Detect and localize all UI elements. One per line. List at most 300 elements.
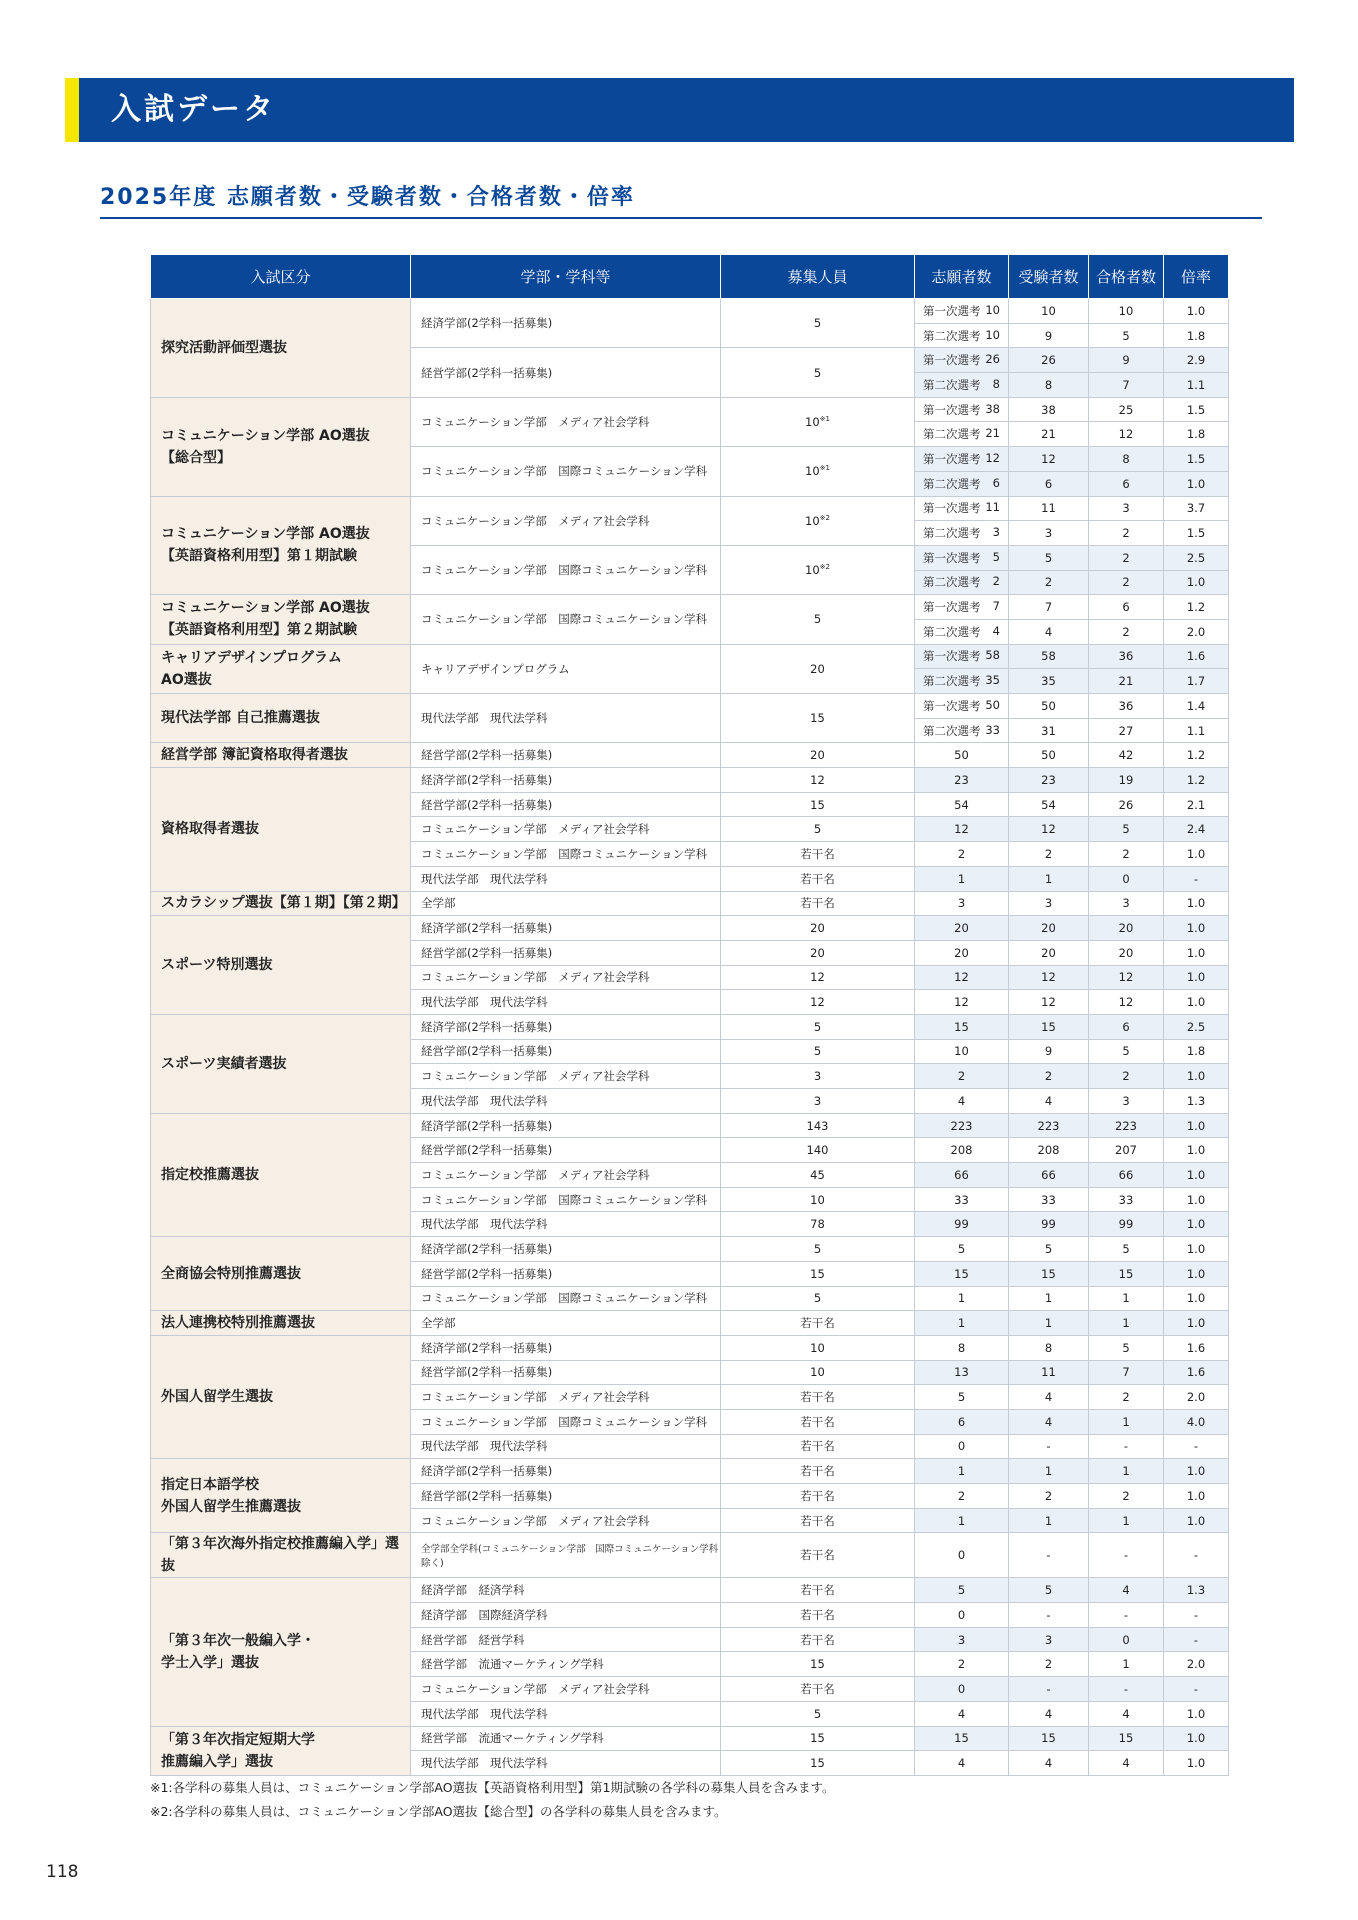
ratio-cell: 2.5 bbox=[1164, 1014, 1229, 1039]
department-cell: 現代法学部 現代法学科 bbox=[411, 990, 721, 1015]
capacity-footnote-mark: ※2 bbox=[819, 513, 830, 522]
passers-cell: - bbox=[1089, 1533, 1164, 1578]
passers-cell: - bbox=[1089, 1677, 1164, 1702]
examinees-cell: 20 bbox=[1009, 940, 1089, 965]
stage-label: 第二次選考 bbox=[923, 526, 981, 541]
table-row bbox=[151, 1459, 1229, 1484]
ratio-cell: 4.0 bbox=[1164, 1409, 1229, 1434]
passers-cell: 1 bbox=[1089, 1311, 1164, 1336]
table-header-row bbox=[151, 255, 1229, 299]
category-cell bbox=[151, 644, 411, 693]
capacity-cell bbox=[721, 694, 915, 743]
capacity-cell: 20 bbox=[721, 940, 915, 965]
applicants-cell: 1 bbox=[915, 1459, 1009, 1484]
department-cell: 経営学部(2学科一括募集) bbox=[411, 792, 721, 817]
examinees-cell: - bbox=[1009, 1533, 1089, 1578]
examinees-cell: 15 bbox=[1009, 1014, 1089, 1039]
ratio-cell: 1.0 bbox=[1164, 1113, 1229, 1138]
passers-cell: 42 bbox=[1089, 743, 1164, 768]
passers-cell: 1 bbox=[1089, 1286, 1164, 1311]
department-cell: 現代法学部 現代法学科 bbox=[411, 1212, 721, 1237]
ratio-cell: 1.0 bbox=[1164, 1701, 1229, 1726]
passers-cell: - bbox=[1089, 1434, 1164, 1459]
applicants-cell: 3 bbox=[915, 891, 1009, 916]
capacity-value: 10 bbox=[805, 414, 820, 429]
applicants-cell: 2 bbox=[915, 1484, 1009, 1509]
department-cell: 経営学部 流通マーケティング学科 bbox=[411, 1652, 721, 1677]
department-cell: コミュニケーション学部 メディア社会学科 bbox=[411, 1163, 721, 1188]
examinees-cell: 15 bbox=[1009, 1261, 1089, 1286]
examinees-cell: 11 bbox=[1009, 496, 1089, 521]
applicants-cell: 1 bbox=[915, 1311, 1009, 1336]
passers-cell: 21 bbox=[1089, 669, 1164, 694]
ratio-cell: 1.0 bbox=[1164, 965, 1229, 990]
applicants-cell: 5 bbox=[915, 1578, 1009, 1603]
examinees-cell: 5 bbox=[1009, 545, 1089, 570]
capacity-cell: 若干名 bbox=[721, 1578, 915, 1603]
capacity-cell: 12 bbox=[721, 768, 915, 793]
passers-cell: 0 bbox=[1089, 1627, 1164, 1652]
passers-cell: 36 bbox=[1089, 694, 1164, 719]
department-cell: 経済学部(2学科一括募集) bbox=[411, 916, 721, 941]
capacity-cell: 5 bbox=[721, 1039, 915, 1064]
category-label: スカラシップ選抜【第１期】【第２期】 bbox=[161, 895, 406, 912]
category-cell bbox=[151, 768, 411, 891]
ratio-cell: 1.0 bbox=[1164, 1286, 1229, 1311]
category-cell bbox=[151, 694, 411, 743]
applicants-cell: 4 bbox=[915, 1089, 1009, 1114]
stage-label: 第一次選考 bbox=[923, 402, 981, 417]
applicants-cell bbox=[915, 471, 1009, 496]
applicants-cell: 66 bbox=[915, 1163, 1009, 1188]
examinees-cell: 9 bbox=[1009, 1039, 1089, 1064]
applicants-cell: 6 bbox=[915, 1409, 1009, 1434]
category-label: 探究活動評価型選抜 bbox=[161, 339, 287, 356]
applicants-cell bbox=[915, 348, 1009, 373]
passers-cell: 3 bbox=[1089, 1089, 1164, 1114]
capacity-footnote-mark: ※2 bbox=[819, 563, 830, 572]
department-cell: 経済学部(2学科一括募集) bbox=[411, 1335, 721, 1360]
ratio-cell: 1.7 bbox=[1164, 669, 1229, 694]
ratio-cell: - bbox=[1164, 1677, 1229, 1702]
table-row bbox=[151, 397, 1229, 422]
examinees-cell: 6 bbox=[1009, 471, 1089, 496]
examinees-cell: 50 bbox=[1009, 743, 1089, 768]
stage-label: 第二次選考 bbox=[923, 427, 981, 442]
passers-cell: 2 bbox=[1089, 521, 1164, 546]
footnote-1: ※1:各学科の募集人員は、コミュニケーション学部AO選抜【英語資格利用型】第1期試験の各学科の募集人員を含みます。 bbox=[150, 1780, 835, 1795]
ratio-cell: 1.0 bbox=[1164, 471, 1229, 496]
applicants-cell bbox=[915, 619, 1009, 644]
department-cell: 経済学部 国際経済学科 bbox=[411, 1603, 721, 1628]
department-cell: 経済学部(2学科一括募集) bbox=[411, 299, 721, 348]
applicants-value: 8 bbox=[992, 376, 1000, 391]
examinees-cell: 1 bbox=[1009, 1459, 1089, 1484]
capacity-cell: 3 bbox=[721, 1064, 915, 1089]
applicants-cell: 33 bbox=[915, 1187, 1009, 1212]
stage-label: 第二次選考 bbox=[923, 723, 981, 738]
department-cell: コミュニケーション学部 メディア社会学科 bbox=[411, 817, 721, 842]
capacity-cell: 10 bbox=[721, 1187, 915, 1212]
department-cell: 現代法学部 現代法学科 bbox=[411, 694, 721, 743]
passers-cell: 0 bbox=[1089, 866, 1164, 891]
applicants-cell bbox=[915, 694, 1009, 719]
passers-cell: 12 bbox=[1089, 990, 1164, 1015]
department-cell: 現代法学部 現代法学科 bbox=[411, 1434, 721, 1459]
footnote-2: ※2:各学科の募集人員は、コミュニケーション学部AO選抜【総合型】の各学科の募集人員を含みます。 bbox=[150, 1804, 727, 1819]
category-cell bbox=[151, 1335, 411, 1458]
applicants-value: 21 bbox=[985, 426, 1000, 441]
category-cell bbox=[151, 1113, 411, 1236]
department-cell: コミュニケーション学部 メディア社会学科 bbox=[411, 1677, 721, 1702]
table-row bbox=[151, 916, 1229, 941]
capacity-cell: 78 bbox=[721, 1212, 915, 1237]
applicants-value: 33 bbox=[985, 722, 1000, 737]
capacity-cell: 若干名 bbox=[721, 1533, 915, 1578]
examinees-cell: 4 bbox=[1009, 1089, 1089, 1114]
department-cell: 全学部 bbox=[411, 891, 721, 916]
stage-label: 第一次選考 bbox=[923, 550, 981, 565]
examinees-cell: 3 bbox=[1009, 521, 1089, 546]
stage-label: 第一次選考 bbox=[923, 600, 981, 615]
applicants-cell bbox=[915, 323, 1009, 348]
applicants-cell: 1 bbox=[915, 1286, 1009, 1311]
category-cell bbox=[151, 299, 411, 398]
ratio-cell: - bbox=[1164, 866, 1229, 891]
ratio-cell: 1.0 bbox=[1164, 1261, 1229, 1286]
table-row bbox=[151, 1014, 1229, 1039]
applicants-value: 2 bbox=[992, 574, 1000, 589]
applicants-value: 58 bbox=[985, 648, 1000, 663]
capacity-cell bbox=[721, 348, 915, 397]
examinees-cell: 2 bbox=[1009, 842, 1089, 867]
department-cell: 経済学部(2学科一括募集) bbox=[411, 768, 721, 793]
applicants-cell: 8 bbox=[915, 1335, 1009, 1360]
passers-cell: 223 bbox=[1089, 1113, 1164, 1138]
stage-label: 第二次選考 bbox=[923, 377, 981, 392]
ratio-cell: 1.0 bbox=[1164, 1751, 1229, 1776]
department-cell: コミュニケーション学部 国際コミュニケーション学科 bbox=[411, 1409, 721, 1434]
applicants-cell: 0 bbox=[915, 1677, 1009, 1702]
examinees-cell: 12 bbox=[1009, 447, 1089, 472]
examinees-cell: 9 bbox=[1009, 323, 1089, 348]
applicants-cell bbox=[915, 718, 1009, 743]
table-row bbox=[151, 768, 1229, 793]
department-cell: 経営学部 経営学科 bbox=[411, 1627, 721, 1652]
capacity-cell: 若干名 bbox=[721, 1459, 915, 1484]
applicants-cell: 4 bbox=[915, 1751, 1009, 1776]
ratio-cell: 2.1 bbox=[1164, 792, 1229, 817]
capacity-cell: 若干名 bbox=[721, 1484, 915, 1509]
header-department: 学部・学科等 bbox=[411, 255, 721, 299]
department-cell: コミュニケーション学部 国際コミュニケーション学科 bbox=[411, 1286, 721, 1311]
capacity-cell: 45 bbox=[721, 1163, 915, 1188]
applicants-cell: 1 bbox=[915, 1508, 1009, 1533]
ratio-cell: 1.0 bbox=[1164, 1212, 1229, 1237]
table-row bbox=[151, 1578, 1229, 1603]
department-cell: 経営学部(2学科一括募集) bbox=[411, 1360, 721, 1385]
ratio-cell: 1.3 bbox=[1164, 1578, 1229, 1603]
capacity-value: 10 bbox=[805, 563, 820, 578]
stage-label: 第二次選考 bbox=[923, 476, 981, 491]
examinees-cell: 33 bbox=[1009, 1187, 1089, 1212]
applicants-value: 38 bbox=[985, 401, 1000, 416]
examinees-cell: 54 bbox=[1009, 792, 1089, 817]
passers-cell: 12 bbox=[1089, 422, 1164, 447]
table-row bbox=[151, 1237, 1229, 1262]
examinees-cell: 99 bbox=[1009, 1212, 1089, 1237]
department-cell: 経済学部(2学科一括募集) bbox=[411, 1014, 721, 1039]
passers-cell: 1 bbox=[1089, 1652, 1164, 1677]
applicants-value: 11 bbox=[985, 500, 1000, 515]
applicants-cell: 23 bbox=[915, 768, 1009, 793]
capacity-value: 10 bbox=[805, 513, 820, 528]
applicants-cell: 10 bbox=[915, 1039, 1009, 1064]
category-cell bbox=[151, 496, 411, 595]
applicants-cell: 50 bbox=[915, 743, 1009, 768]
examinees-cell: 12 bbox=[1009, 990, 1089, 1015]
stage-label: 第一次選考 bbox=[923, 303, 981, 318]
table-body bbox=[151, 299, 1229, 1776]
stage-label: 第一次選考 bbox=[923, 649, 981, 664]
capacity-cell: 若干名 bbox=[721, 891, 915, 916]
passers-cell: 6 bbox=[1089, 595, 1164, 620]
header-category: 入試区分 bbox=[151, 255, 411, 299]
examinees-cell: 38 bbox=[1009, 397, 1089, 422]
ratio-cell: 1.6 bbox=[1164, 1335, 1229, 1360]
examinees-cell: - bbox=[1009, 1434, 1089, 1459]
applicants-cell bbox=[915, 397, 1009, 422]
capacity-value: 10 bbox=[805, 464, 820, 479]
ratio-cell: 1.0 bbox=[1164, 990, 1229, 1015]
applicants-cell bbox=[915, 644, 1009, 669]
capacity-cell: 若干名 bbox=[721, 866, 915, 891]
header-passers: 合格者数 bbox=[1089, 255, 1164, 299]
category-cell bbox=[151, 1237, 411, 1311]
applicants-cell: 12 bbox=[915, 817, 1009, 842]
applicants-cell: 2 bbox=[915, 1652, 1009, 1677]
capacity-cell: 140 bbox=[721, 1138, 915, 1163]
capacity-cell: 143 bbox=[721, 1113, 915, 1138]
ratio-cell: 1.0 bbox=[1164, 1484, 1229, 1509]
ratio-cell: 1.2 bbox=[1164, 595, 1229, 620]
applicants-cell: 12 bbox=[915, 990, 1009, 1015]
department-cell: 経営学部(2学科一括募集) bbox=[411, 348, 721, 397]
ratio-cell: - bbox=[1164, 1603, 1229, 1628]
passers-cell: 4 bbox=[1089, 1751, 1164, 1776]
ratio-cell: 1.0 bbox=[1164, 1237, 1229, 1262]
passers-cell: 3 bbox=[1089, 496, 1164, 521]
category-cell bbox=[151, 1014, 411, 1113]
capacity-cell: 5 bbox=[721, 1701, 915, 1726]
passers-cell: 20 bbox=[1089, 940, 1164, 965]
examinees-cell: 1 bbox=[1009, 1286, 1089, 1311]
ratio-cell: 1.1 bbox=[1164, 718, 1229, 743]
applicants-cell bbox=[915, 447, 1009, 472]
ratio-cell: 1.5 bbox=[1164, 521, 1229, 546]
passers-cell: 1 bbox=[1089, 1409, 1164, 1434]
examinees-cell: 4 bbox=[1009, 1409, 1089, 1434]
table-row bbox=[151, 1311, 1229, 1336]
passers-cell: 99 bbox=[1089, 1212, 1164, 1237]
capacity-footnote-mark: ※1 bbox=[819, 415, 830, 424]
passers-cell: 2 bbox=[1089, 619, 1164, 644]
applicants-cell: 12 bbox=[915, 965, 1009, 990]
passers-cell: 36 bbox=[1089, 644, 1164, 669]
ratio-cell: 1.0 bbox=[1164, 1138, 1229, 1163]
examinees-cell: 4 bbox=[1009, 1751, 1089, 1776]
header-applicants: 志願者数 bbox=[915, 255, 1009, 299]
examinees-cell: 12 bbox=[1009, 817, 1089, 842]
ratio-cell: - bbox=[1164, 1533, 1229, 1578]
examinees-cell: 223 bbox=[1009, 1113, 1089, 1138]
capacity-value: 15 bbox=[810, 711, 825, 726]
department-cell: 経営学部(2学科一括募集) bbox=[411, 1261, 721, 1286]
ratio-cell: 1.0 bbox=[1164, 299, 1229, 324]
category-label: 指定校推薦選抜 bbox=[161, 1166, 259, 1183]
capacity-cell: 20 bbox=[721, 743, 915, 768]
department-cell: 現代法学部 現代法学科 bbox=[411, 1701, 721, 1726]
category-label: コミュニケーション学部 AO選抜 【英語資格利用型】第２期試験 bbox=[161, 600, 370, 639]
stage-label: 第二次選考 bbox=[923, 674, 981, 689]
applicants-value: 26 bbox=[985, 352, 1000, 367]
passers-cell: 3 bbox=[1089, 891, 1164, 916]
applicants-value: 6 bbox=[992, 475, 1000, 490]
department-cell: 現代法学部 現代法学科 bbox=[411, 866, 721, 891]
applicants-cell bbox=[915, 570, 1009, 595]
examinees-cell: - bbox=[1009, 1603, 1089, 1628]
capacity-value: 5 bbox=[813, 316, 822, 331]
ratio-cell: 1.2 bbox=[1164, 743, 1229, 768]
table-row bbox=[151, 496, 1229, 521]
passers-cell: 1 bbox=[1089, 1508, 1164, 1533]
ratio-cell: - bbox=[1164, 1627, 1229, 1652]
passers-cell: 26 bbox=[1089, 792, 1164, 817]
table-row bbox=[151, 595, 1229, 620]
capacity-cell: 若干名 bbox=[721, 1409, 915, 1434]
ratio-cell: 2.9 bbox=[1164, 348, 1229, 373]
capacity-footnote-mark: ※1 bbox=[819, 464, 830, 473]
department-cell: コミュニケーション学部 メディア社会学科 bbox=[411, 496, 721, 545]
passers-cell: 15 bbox=[1089, 1726, 1164, 1751]
department-cell: 全学部 bbox=[411, 1311, 721, 1336]
examinees-cell: 2 bbox=[1009, 1064, 1089, 1089]
ratio-cell: 1.2 bbox=[1164, 768, 1229, 793]
ratio-cell: 1.3 bbox=[1164, 1089, 1229, 1114]
applicants-cell: 0 bbox=[915, 1434, 1009, 1459]
passers-cell: 7 bbox=[1089, 1360, 1164, 1385]
examinees-cell: 1 bbox=[1009, 1311, 1089, 1336]
ratio-cell: 1.4 bbox=[1164, 694, 1229, 719]
examinees-cell: 8 bbox=[1009, 1335, 1089, 1360]
applicants-value: 3 bbox=[992, 525, 1000, 540]
applicants-value: 7 bbox=[992, 599, 1000, 614]
passers-cell: 15 bbox=[1089, 1261, 1164, 1286]
ratio-cell: 2.5 bbox=[1164, 545, 1229, 570]
applicants-cell: 0 bbox=[915, 1533, 1009, 1578]
capacity-cell: 若干名 bbox=[721, 1508, 915, 1533]
ratio-cell: 1.0 bbox=[1164, 916, 1229, 941]
category-label: 資格取得者選抜 bbox=[161, 821, 259, 838]
department-cell: 経済学部 経済学科 bbox=[411, 1578, 721, 1603]
title-bar bbox=[65, 78, 1294, 142]
capacity-cell bbox=[721, 595, 915, 644]
ratio-cell: 1.0 bbox=[1164, 1163, 1229, 1188]
ratio-cell: 1.0 bbox=[1164, 1459, 1229, 1484]
header-ratio: 倍率 bbox=[1164, 255, 1229, 299]
stage-label: 第二次選考 bbox=[923, 328, 981, 343]
department-cell: コミュニケーション学部 メディア社会学科 bbox=[411, 1385, 721, 1410]
department-cell: 経営学部(2学科一括募集) bbox=[411, 940, 721, 965]
examinees-cell: 11 bbox=[1009, 1360, 1089, 1385]
passers-cell: 2 bbox=[1089, 570, 1164, 595]
passers-cell: 33 bbox=[1089, 1187, 1164, 1212]
capacity-cell: 15 bbox=[721, 1726, 915, 1751]
page-title: 入試データ bbox=[111, 92, 276, 127]
examinees-cell: 2 bbox=[1009, 1484, 1089, 1509]
subtitle-rule bbox=[100, 217, 1262, 219]
applicants-cell bbox=[915, 299, 1009, 324]
passers-cell: 2 bbox=[1089, 1385, 1164, 1410]
category-cell bbox=[151, 916, 411, 1015]
category-label: 指定日本語学校 外国人留学生推薦選抜 bbox=[161, 1476, 301, 1515]
table-row bbox=[151, 644, 1229, 669]
table-row bbox=[151, 1726, 1229, 1751]
examinees-cell: 20 bbox=[1009, 916, 1089, 941]
stage-label: 第一次選考 bbox=[923, 698, 981, 713]
department-cell: コミュニケーション学部 メディア社会学科 bbox=[411, 1508, 721, 1533]
passers-cell: 2 bbox=[1089, 545, 1164, 570]
passers-cell: 2 bbox=[1089, 1484, 1164, 1509]
department-cell: 経営学部(2学科一括募集) bbox=[411, 1138, 721, 1163]
ratio-cell: 1.0 bbox=[1164, 1311, 1229, 1336]
ratio-cell: 1.0 bbox=[1164, 842, 1229, 867]
examinees-cell: 21 bbox=[1009, 422, 1089, 447]
header-capacity: 募集人員 bbox=[721, 255, 915, 299]
examinees-cell: 50 bbox=[1009, 694, 1089, 719]
applicants-cell: 223 bbox=[915, 1113, 1009, 1138]
department-cell: コミュニケーション学部 国際コミュニケーション学科 bbox=[411, 595, 721, 644]
category-label: 全商協会特別推薦選抜 bbox=[161, 1265, 301, 1282]
examinees-cell: 3 bbox=[1009, 1627, 1089, 1652]
passers-cell: 5 bbox=[1089, 1335, 1164, 1360]
applicants-value: 50 bbox=[985, 697, 1000, 712]
passers-cell: 66 bbox=[1089, 1163, 1164, 1188]
ratio-cell: 1.0 bbox=[1164, 940, 1229, 965]
stage-label: 第一次選考 bbox=[923, 501, 981, 516]
capacity-cell bbox=[721, 545, 915, 594]
ratio-cell: 1.6 bbox=[1164, 644, 1229, 669]
department-cell: コミュニケーション学部 国際コミュニケーション学科 bbox=[411, 545, 721, 594]
category-cell bbox=[151, 397, 411, 496]
category-cell bbox=[151, 1459, 411, 1533]
department-cell: 経営学部 流通マーケティング学科 bbox=[411, 1726, 721, 1751]
category-label: 「第３年次一般編入学・ 学士入学」選抜 bbox=[161, 1632, 315, 1671]
examinees-cell: 4 bbox=[1009, 1701, 1089, 1726]
examinees-cell: 35 bbox=[1009, 669, 1089, 694]
category-cell bbox=[151, 1578, 411, 1726]
ratio-cell: 1.6 bbox=[1164, 1360, 1229, 1385]
ratio-cell: - bbox=[1164, 1434, 1229, 1459]
ratio-cell: 2.0 bbox=[1164, 1385, 1229, 1410]
passers-cell: 6 bbox=[1089, 471, 1164, 496]
capacity-cell: 若干名 bbox=[721, 842, 915, 867]
capacity-cell bbox=[721, 397, 915, 446]
capacity-value: 5 bbox=[813, 612, 822, 627]
capacity-cell: 若干名 bbox=[721, 1627, 915, 1652]
header-examinees: 受験者数 bbox=[1009, 255, 1089, 299]
capacity-cell bbox=[721, 447, 915, 496]
